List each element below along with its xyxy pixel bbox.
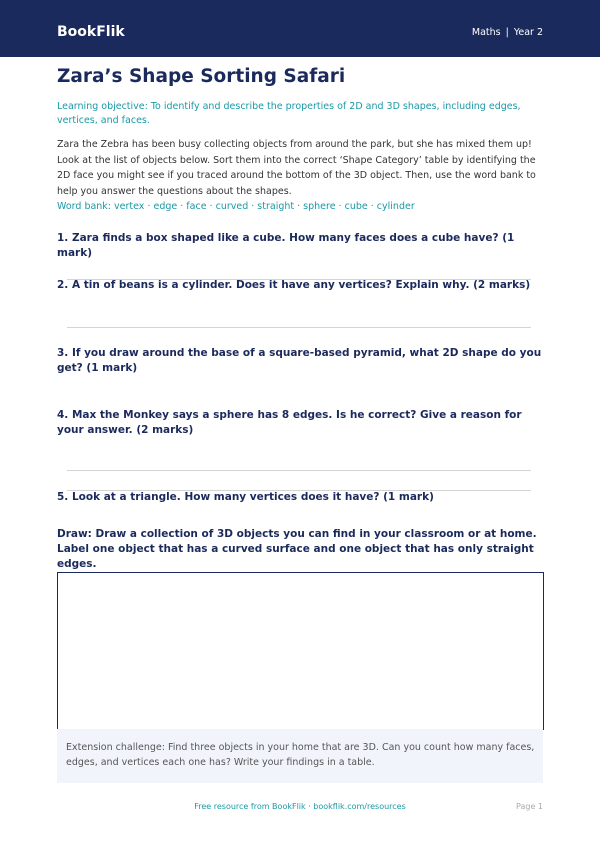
extension-challenge-text: Extension challenge: Find three objects in your home that are 3D. Can you count how many faces, edges, and vertices each one has? Write your findings in a table. bbox=[66, 742, 535, 768]
subject-label: Maths bbox=[471, 27, 501, 38]
answer-line[interactable] bbox=[67, 470, 531, 471]
brand-logo: BookFlik bbox=[57, 24, 125, 40]
footer-credit: Free resource from BookFlik · bookflik.com/resources bbox=[194, 802, 406, 811]
intro-paragraph: Zara the Zebra has been busy collecting objects from around the park, but she has mixed them up! Look at the list of objects below. Sort them into the correct ‘Shape Category’ table by identifying the 2D face you might see if you traced around the bottom of the 3D object. Then, use the word bank to help you answer the questions about the shapes. bbox=[57, 139, 536, 197]
question-2: 2. A tin of beans is a cylinder. Does it have any vertices? Explain why. (2 marks) bbox=[57, 279, 531, 291]
question-4: 4. Max the Monkey says a sphere has 8 edges. Is he correct? Give a reason for your answer. (2 marks) bbox=[57, 409, 522, 436]
question-3: 3. If you draw around the base of a square-based pyramid, what 2D shape do you get? (1 mark) bbox=[57, 347, 542, 374]
subject-separator: | bbox=[505, 27, 509, 38]
page-number: Page 1 bbox=[516, 802, 543, 811]
subject-year-label bbox=[472, 27, 543, 39]
worksheet-title: Zara’s Shape Sorting Safari bbox=[57, 66, 346, 87]
extension-challenge-box bbox=[57, 729, 543, 783]
drawing-area[interactable] bbox=[57, 572, 544, 730]
question-1: 1. Zara finds a box shaped like a cube. How many faces does a cube have? (1 mark) bbox=[57, 232, 515, 259]
question-5: 5. Look at a triangle. How many vertices does it have? (1 mark) bbox=[57, 491, 434, 503]
year-label: Year 2 bbox=[513, 27, 543, 38]
page-header bbox=[0, 0, 600, 57]
word-bank: Word bank: vertex · edge · face · curved · straight · sphere · cube · cylinder bbox=[57, 201, 415, 212]
draw-prompt: Draw: Draw a collection of 3D objects you can find in your classroom or at home. Label one object that has a curved surface and one object that has only straight edges. bbox=[57, 528, 537, 570]
answer-line[interactable] bbox=[67, 327, 531, 328]
learning-objective: Learning objective: To identify and describe the properties of 2D and 3D shapes, including edges, vertices, and faces. bbox=[57, 101, 521, 126]
